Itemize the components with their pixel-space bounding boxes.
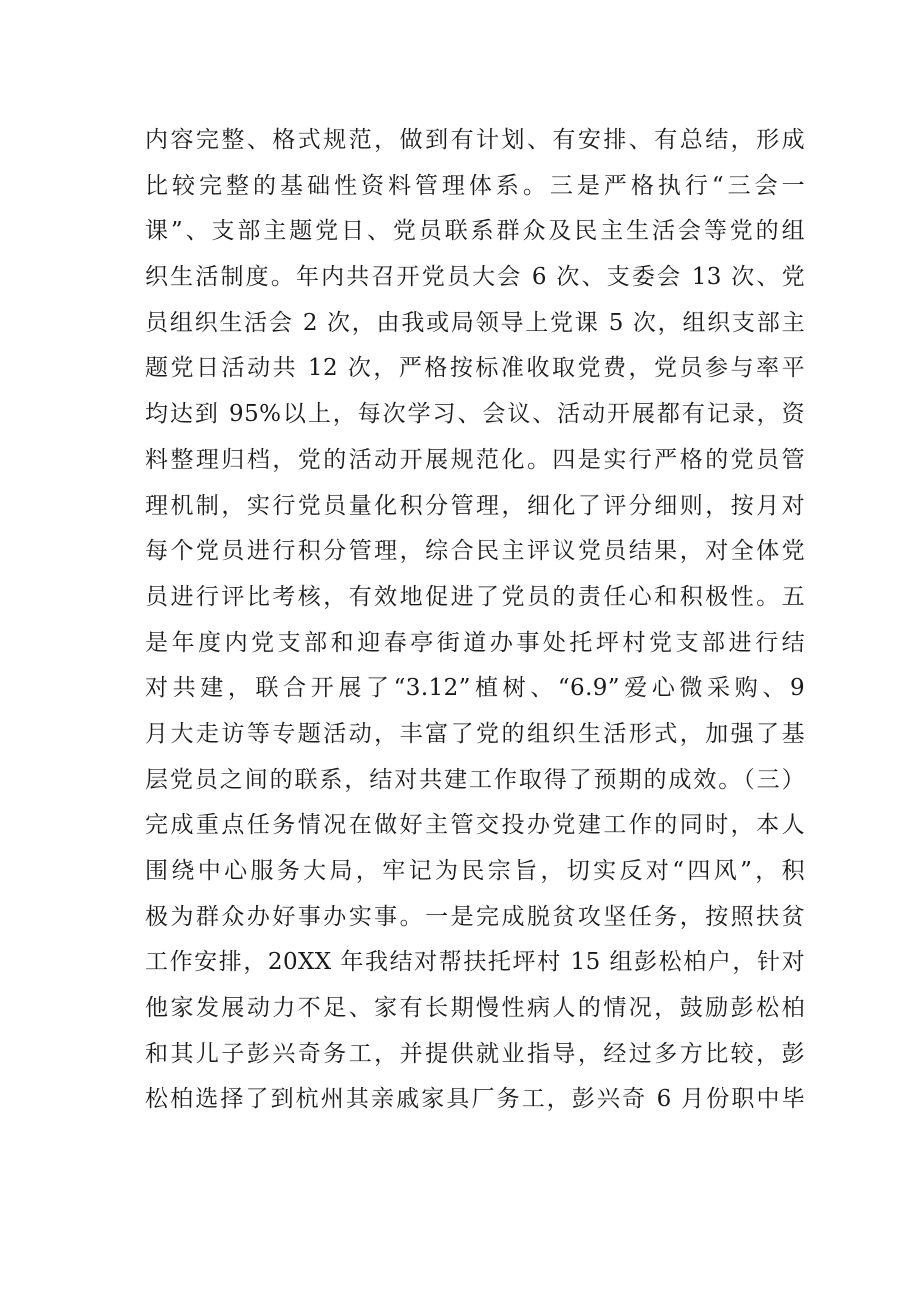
text-line: 员组织生活会 2 次，由我或局领导上党课 5 次，组织支部主 <box>145 309 805 336</box>
text-line: 是年度内党支部和迎春亭街道办事处托坪村党支部进行结 <box>145 629 805 656</box>
text-line: 比较完整的基础性资料管理体系。三是严格执行“三会一 <box>145 172 805 199</box>
text-line: 均达到 95%以上，每次学习、会议、活动开展都有记录，资 <box>145 401 805 428</box>
text-line: 层党员之间的联系，结对共建工作取得了预期的成效。（三） <box>145 766 805 793</box>
text-line: 理机制，实行党员量化积分管理，细化了评分细则，按月对 <box>145 492 805 519</box>
text-line: 题党日活动共 12 次，严格按标准收取党费，党员参与率平 <box>145 355 805 382</box>
text-line: 围绕中心服务大局，牢记为民宗旨，切实反对“四风”，积 <box>145 858 805 884</box>
text-line: 内容完整、格式规范，做到有计划、有安排、有总结，形成 <box>145 127 805 153</box>
body-text <box>145 118 805 1123</box>
text-line: 员进行评比考核，有效地促进了党员的责任心和积极性。五 <box>145 583 805 610</box>
text-line: 极为群众办好事办实事。一是完成脱贫攻坚任务，按照扶贫 <box>145 903 805 930</box>
text-line: 工作安排，20XX 年我结对帮扶托坪村 15 组彭松柏户，针对 <box>145 949 805 976</box>
text-line: 课”、支部主题党日、党员联系群众及民主生活会等党的组 <box>145 218 805 245</box>
text-line: 每个党员进行积分管理，综合民主评议党员结果，对全体党 <box>145 538 805 565</box>
text-line: 料整理归档，党的活动开展规范化。四是实行严格的党员管 <box>145 446 805 473</box>
text-line: 松柏选择了到杭州其亲戚家具厂务工，彭兴奇 6 月份职中毕 <box>145 1086 805 1113</box>
text-line: 他家发展动力不足、家有长期慢性病人的情况，鼓励彭松柏 <box>145 995 805 1022</box>
text-line: 和其儿子彭兴奇务工，并提供就业指导，经过多方比较，彭 <box>145 1040 805 1067</box>
text-line: 织生活制度。年内共召开党员大会 6 次、支委会 13 次、党 <box>145 264 805 291</box>
text-line: 月大走访等专题活动，丰富了党的组织生活形式，加强了基 <box>145 720 805 747</box>
text-line: 对共建，联合开展了“3.12”植树、“6.9”爱心微采购、9 <box>145 675 805 702</box>
text-line: 完成重点任务情况在做好主管交投办党建工作的同时，本人 <box>145 812 805 839</box>
